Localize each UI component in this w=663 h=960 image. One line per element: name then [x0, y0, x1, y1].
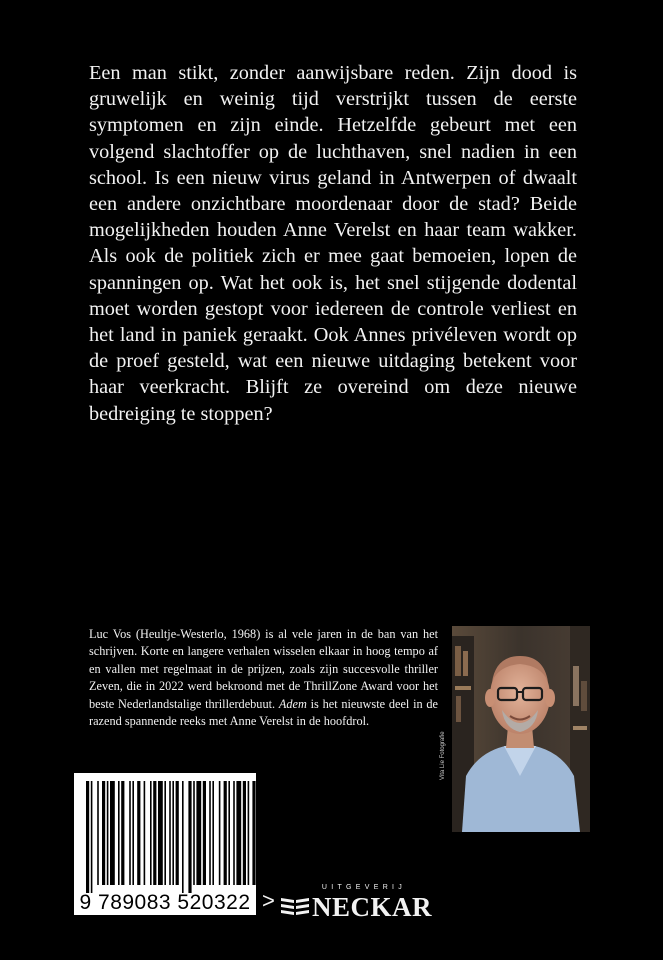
barcode-bar [169, 781, 171, 885]
author-bio-intro: Luc Vos (Heultje-Westerlo, 1968) is al vele jaren in de ban van het schrijven. Korte en langere verhalen wisselen elkaar in hoog tempo af en vallen met regelmaat in de prijzen, zoals zijn succesvolle thriller Zeven, die in 2022 werd bekroond met de ThrillZone Award voor het beste Nederlandstalige thrillerdebuut. [89, 627, 438, 711]
barcode-bar [224, 781, 227, 885]
barcode-bar [153, 781, 156, 885]
back-cover-blurb: Een man stikt, zonder aanwijsbare reden. Zijn dood is gruwelijk en weinig tijd verstrijkt tussen de eerste symptomen en zijn einde. Hetzelfde gebeurt met een volgend slachtoffer op de luchthaven, snel nadien in een school. Is een nieuw virus geland in Antwerpen of dwaalt een andere onzichtbare moordenaar door de stad? Beide mogelijkheden houden Anne Verelst en haar team wakker. Als ook de politiek zich er mee gaat bemoeien, lopen de spanningen op. Wat het ook is, het snel stijgende dodental moet worden gestopt voor iedereen de controle verliest en het land in paniek geraakt. Ook Annes privéleven wordt op de proef gesteld, wat een nieuwe uitdaging betekent voor haar veerkracht. Blijft ze overeind om deze nieuwe bedreiging te stoppen? [89, 62, 577, 425]
barcode-quiet-zone-marker: > [262, 888, 275, 913]
barcode-bar [196, 781, 201, 885]
barcode-bar [209, 781, 211, 885]
barcode-bar [203, 781, 206, 885]
barcode-bar [91, 781, 93, 893]
isbn-digits: 9 789083 520322 [79, 891, 251, 914]
barcode-bar [107, 781, 109, 885]
publisher-small-text: UITGEVERIJ [321, 884, 407, 891]
barcode-bar [102, 781, 105, 885]
barcode-bar [228, 781, 230, 885]
barcode-bar [172, 781, 174, 885]
barcode-bar [129, 781, 131, 885]
book-title-italic: Adem [278, 696, 307, 711]
barcode-bar [164, 781, 166, 885]
barcode-bar [212, 781, 214, 885]
author-photo [452, 626, 590, 832]
author-bio [89, 626, 438, 730]
barcode-bar [97, 781, 99, 885]
barcode-bar [243, 781, 246, 885]
isbn-barcode [74, 773, 256, 915]
barcode-bar [188, 781, 191, 893]
barcode-bar [219, 781, 221, 885]
barcode-bar [236, 781, 241, 885]
barcode-bar [144, 781, 146, 885]
barcode-bar [252, 781, 255, 885]
barcode-bar [158, 781, 163, 885]
barcode-bar [110, 781, 115, 885]
barcode-bar [86, 781, 89, 893]
barcode-bar [193, 781, 195, 885]
photo-credit-text: Vita Lie Fotografie [440, 731, 446, 780]
publisher-book-icon [280, 894, 310, 916]
barcode-bar [150, 781, 152, 885]
barcode-bar [137, 781, 140, 885]
barcode-bar [118, 781, 120, 885]
author-bio-outro: is het nieuwste deel in de razend spannende reeks met Anne Verelst in de hoofdrol. [89, 696, 439, 729]
barcode-bar [248, 781, 250, 885]
barcode-bar [182, 781, 184, 893]
barcode-bar [233, 781, 235, 885]
publisher-name: NECKAR [312, 892, 433, 922]
barcode-bar [176, 781, 179, 885]
barcode-bar [121, 781, 124, 885]
publisher-logo [280, 884, 433, 924]
barcode-bar [132, 781, 134, 885]
